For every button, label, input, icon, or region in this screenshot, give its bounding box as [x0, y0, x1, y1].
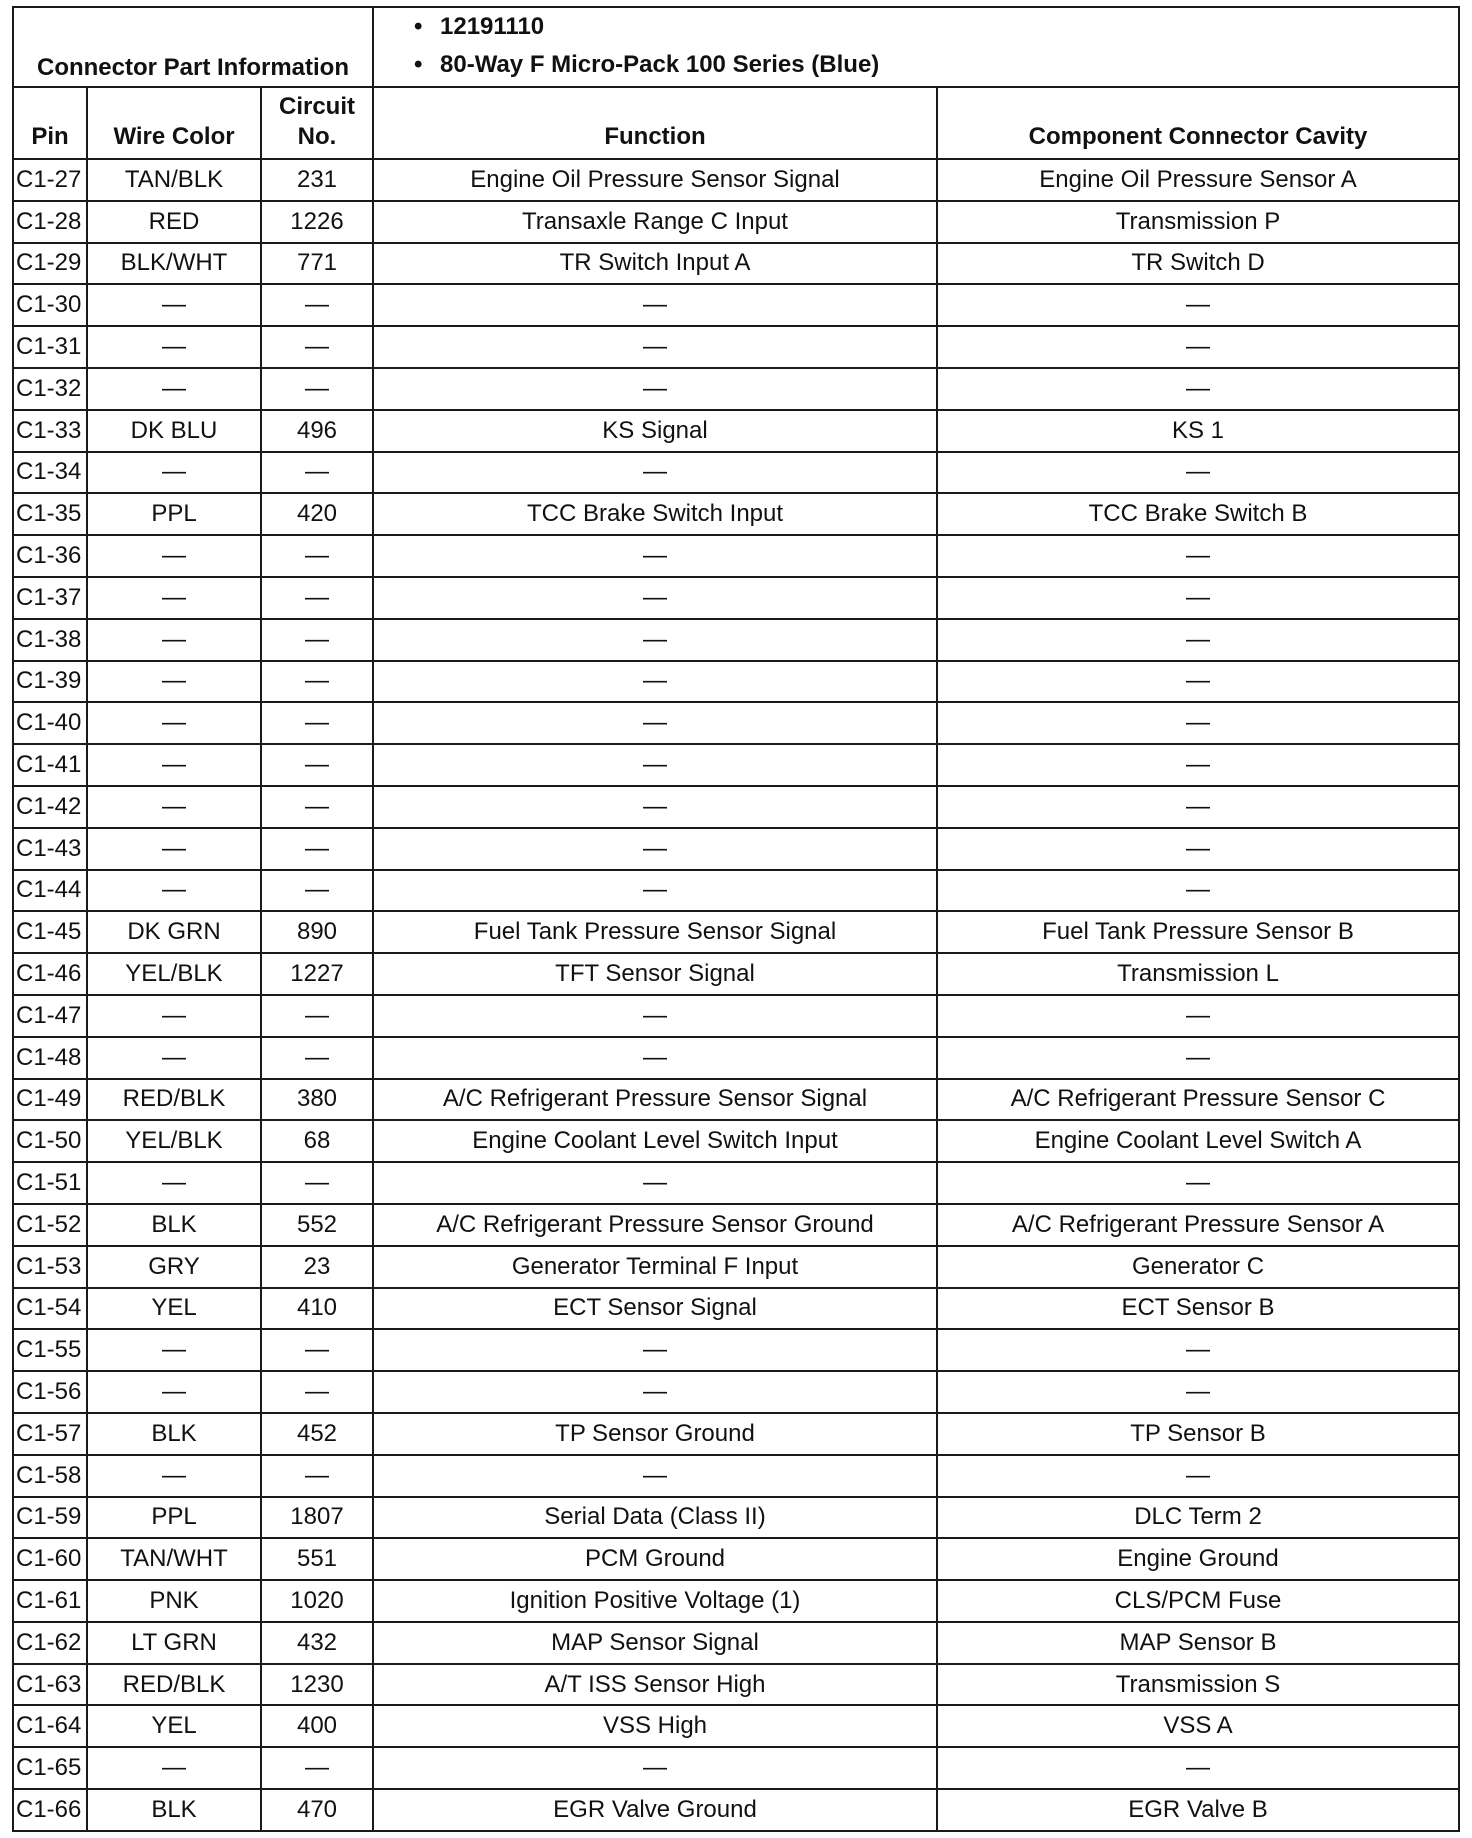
- function-cell: —: [373, 452, 937, 494]
- wire-color-cell: BLK: [87, 1413, 261, 1455]
- pin-cell: C1-64: [13, 1705, 87, 1747]
- function-cell: Engine Coolant Level Switch Input: [373, 1120, 937, 1162]
- function-cell: —: [373, 577, 937, 619]
- circuit-cell: —: [261, 828, 373, 870]
- cavity-cell: —: [937, 828, 1459, 870]
- circuit-cell: —: [261, 577, 373, 619]
- pin-cell: C1-59: [13, 1497, 87, 1539]
- table-row: [13, 744, 1459, 786]
- table-row: [13, 1371, 1459, 1413]
- wire-color-cell: —: [87, 577, 261, 619]
- cavity-cell: TP Sensor B: [937, 1413, 1459, 1455]
- table-row: [13, 661, 1459, 703]
- function-cell: Engine Oil Pressure Sensor Signal: [373, 159, 937, 201]
- cavity-cell: —: [937, 1455, 1459, 1497]
- cavity-cell: VSS A: [937, 1705, 1459, 1747]
- function-cell: —: [373, 326, 937, 368]
- wire-color-cell: —: [87, 452, 261, 494]
- circuit-cell: —: [261, 368, 373, 410]
- pin-cell: C1-29: [13, 243, 87, 285]
- table-row: [13, 1079, 1459, 1121]
- wire-color-cell: TAN/BLK: [87, 159, 261, 201]
- function-cell: —: [373, 1455, 937, 1497]
- wire-color-cell: BLK: [87, 1204, 261, 1246]
- cavity-cell: A/C Refrigerant Pressure Sensor C: [937, 1079, 1459, 1121]
- table-row: [13, 1413, 1459, 1455]
- circuit-cell: 231: [261, 159, 373, 201]
- function-cell: —: [373, 995, 937, 1037]
- pin-cell: C1-38: [13, 619, 87, 661]
- circuit-cell: —: [261, 1162, 373, 1204]
- wire-color-cell: YEL: [87, 1288, 261, 1330]
- table-row: [13, 201, 1459, 243]
- function-cell: PCM Ground: [373, 1538, 937, 1580]
- function-cell: —: [373, 1371, 937, 1413]
- column-header-circuit: [261, 87, 373, 159]
- table-row: [13, 1455, 1459, 1497]
- table-row: [13, 243, 1459, 285]
- function-cell: —: [373, 1162, 937, 1204]
- wire-color-cell: —: [87, 828, 261, 870]
- pin-cell: C1-30: [13, 284, 87, 326]
- wire-color-cell: YEL: [87, 1705, 261, 1747]
- pin-cell: C1-54: [13, 1288, 87, 1330]
- bullet-icon: •: [414, 51, 423, 78]
- cavity-cell: —: [937, 326, 1459, 368]
- cavity-cell: —: [937, 1037, 1459, 1079]
- part-description-line: [414, 46, 1458, 84]
- wire-color-cell: YEL/BLK: [87, 1120, 261, 1162]
- pin-cell: C1-55: [13, 1329, 87, 1371]
- pin-cell: C1-41: [13, 744, 87, 786]
- table-row: [13, 1538, 1459, 1580]
- wire-color-cell: —: [87, 1747, 261, 1789]
- table-row: [13, 1329, 1459, 1371]
- cavity-cell: —: [937, 1747, 1459, 1789]
- pin-cell: C1-46: [13, 953, 87, 995]
- table-row: [13, 452, 1459, 494]
- table-row: [13, 493, 1459, 535]
- table-row: [13, 535, 1459, 577]
- circuit-cell: —: [261, 535, 373, 577]
- circuit-cell: —: [261, 326, 373, 368]
- pin-cell: C1-47: [13, 995, 87, 1037]
- circuit-cell: —: [261, 619, 373, 661]
- table-row: [13, 953, 1459, 995]
- table-row: [13, 1789, 1459, 1831]
- function-cell: A/C Refrigerant Pressure Sensor Ground: [373, 1204, 937, 1246]
- cavity-cell: —: [937, 452, 1459, 494]
- wire-color-cell: PNK: [87, 1580, 261, 1622]
- table-row: [13, 870, 1459, 912]
- function-cell: —: [373, 1037, 937, 1079]
- circuit-cell: —: [261, 1329, 373, 1371]
- function-cell: MAP Sensor Signal: [373, 1622, 937, 1664]
- circuit-header-line1: Circuit: [278, 93, 355, 120]
- pin-cell: C1-42: [13, 786, 87, 828]
- wire-color-cell: PPL: [87, 493, 261, 535]
- cavity-cell: —: [937, 577, 1459, 619]
- circuit-cell: —: [261, 786, 373, 828]
- table-row: [13, 619, 1459, 661]
- pin-cell: C1-53: [13, 1246, 87, 1288]
- pin-cell: C1-27: [13, 159, 87, 201]
- pin-cell: C1-63: [13, 1664, 87, 1706]
- cavity-cell: A/C Refrigerant Pressure Sensor A: [937, 1204, 1459, 1246]
- wire-color-cell: BLK: [87, 1789, 261, 1831]
- pin-cell: C1-31: [13, 326, 87, 368]
- function-cell: —: [373, 870, 937, 912]
- function-cell: —: [373, 284, 937, 326]
- cavity-cell: —: [937, 995, 1459, 1037]
- pin-cell: C1-34: [13, 452, 87, 494]
- table-row: [13, 1622, 1459, 1664]
- circuit-cell: 380: [261, 1079, 373, 1121]
- cavity-cell: Engine Oil Pressure Sensor A: [937, 159, 1459, 201]
- function-cell: Transaxle Range C Input: [373, 201, 937, 243]
- function-cell: —: [373, 786, 937, 828]
- circuit-cell: 1807: [261, 1497, 373, 1539]
- table-row: [13, 1747, 1459, 1789]
- wire-color-cell: —: [87, 744, 261, 786]
- cavity-cell: —: [937, 284, 1459, 326]
- circuit-cell: 470: [261, 1789, 373, 1831]
- wire-color-cell: TAN/WHT: [87, 1538, 261, 1580]
- function-cell: —: [373, 828, 937, 870]
- function-cell: —: [373, 535, 937, 577]
- circuit-cell: 1230: [261, 1664, 373, 1706]
- cavity-cell: —: [937, 870, 1459, 912]
- wire-color-cell: RED: [87, 201, 261, 243]
- table-row: [13, 1120, 1459, 1162]
- wire-color-cell: BLK/WHT: [87, 243, 261, 285]
- pin-cell: C1-49: [13, 1079, 87, 1121]
- function-cell: ECT Sensor Signal: [373, 1288, 937, 1330]
- circuit-cell: 551: [261, 1538, 373, 1580]
- table-row: [13, 1288, 1459, 1330]
- circuit-cell: 1020: [261, 1580, 373, 1622]
- wire-color-cell: —: [87, 1371, 261, 1413]
- circuit-cell: —: [261, 1037, 373, 1079]
- column-header-pin: Pin: [13, 87, 87, 159]
- pin-rows: [13, 159, 1459, 1831]
- pin-cell: C1-43: [13, 828, 87, 870]
- wire-color-cell: —: [87, 786, 261, 828]
- circuit-cell: 410: [261, 1288, 373, 1330]
- cavity-cell: DLC Term 2: [937, 1497, 1459, 1539]
- circuit-cell: 890: [261, 911, 373, 953]
- table-row: [13, 1497, 1459, 1539]
- pin-cell: C1-39: [13, 661, 87, 703]
- circuit-cell: 68: [261, 1120, 373, 1162]
- function-cell: —: [373, 744, 937, 786]
- cavity-cell: CLS/PCM Fuse: [937, 1580, 1459, 1622]
- pin-cell: C1-40: [13, 702, 87, 744]
- function-cell: Ignition Positive Voltage (1): [373, 1580, 937, 1622]
- pin-cell: C1-60: [13, 1538, 87, 1580]
- table-row: [13, 326, 1459, 368]
- function-cell: —: [373, 702, 937, 744]
- column-header-wire-color: Wire Color: [87, 87, 261, 159]
- circuit-cell: 420: [261, 493, 373, 535]
- wire-color-cell: YEL/BLK: [87, 953, 261, 995]
- wire-color-cell: —: [87, 326, 261, 368]
- circuit-cell: 1226: [261, 201, 373, 243]
- circuit-cell: 452: [261, 1413, 373, 1455]
- circuit-cell: —: [261, 744, 373, 786]
- circuit-cell: —: [261, 284, 373, 326]
- wire-color-cell: LT GRN: [87, 1622, 261, 1664]
- table-row: [13, 1037, 1459, 1079]
- function-cell: A/T ISS Sensor High: [373, 1664, 937, 1706]
- wire-color-cell: —: [87, 368, 261, 410]
- cavity-cell: TCC Brake Switch B: [937, 493, 1459, 535]
- cavity-cell: —: [937, 1371, 1459, 1413]
- cavity-cell: TR Switch D: [937, 243, 1459, 285]
- column-header-cavity: Component Connector Cavity: [937, 87, 1459, 159]
- cavity-cell: —: [937, 786, 1459, 828]
- cavity-cell: —: [937, 535, 1459, 577]
- wire-color-cell: RED/BLK: [87, 1664, 261, 1706]
- function-cell: TP Sensor Ground: [373, 1413, 937, 1455]
- function-cell: Generator Terminal F Input: [373, 1246, 937, 1288]
- connector-info-row: [13, 7, 1459, 87]
- pin-cell: C1-57: [13, 1413, 87, 1455]
- function-cell: TCC Brake Switch Input: [373, 493, 937, 535]
- pin-cell: C1-35: [13, 493, 87, 535]
- circuit-cell: —: [261, 452, 373, 494]
- pin-cell: C1-45: [13, 911, 87, 953]
- table-row: [13, 159, 1459, 201]
- cavity-cell: Engine Coolant Level Switch A: [937, 1120, 1459, 1162]
- table-row: [13, 702, 1459, 744]
- function-cell: —: [373, 368, 937, 410]
- table-row: [13, 284, 1459, 326]
- circuit-cell: 23: [261, 1246, 373, 1288]
- bullet-icon: •: [414, 13, 423, 40]
- column-header-function: Function: [373, 87, 937, 159]
- table-row: [13, 1580, 1459, 1622]
- function-cell: EGR Valve Ground: [373, 1789, 937, 1831]
- function-cell: Serial Data (Class II): [373, 1497, 937, 1539]
- table-row: [13, 1705, 1459, 1747]
- table-row: [13, 786, 1459, 828]
- function-cell: TFT Sensor Signal: [373, 953, 937, 995]
- wire-color-cell: —: [87, 1455, 261, 1497]
- circuit-cell: 400: [261, 1705, 373, 1747]
- pin-cell: C1-36: [13, 535, 87, 577]
- circuit-cell: —: [261, 702, 373, 744]
- circuit-cell: —: [261, 1455, 373, 1497]
- circuit-cell: 432: [261, 1622, 373, 1664]
- table-row: [13, 1204, 1459, 1246]
- table-row: [13, 1162, 1459, 1204]
- pin-cell: C1-28: [13, 201, 87, 243]
- wire-color-cell: —: [87, 535, 261, 577]
- circuit-cell: —: [261, 1747, 373, 1789]
- connector-part-info-label: Connector Part Information: [13, 7, 373, 87]
- cavity-cell: Transmission S: [937, 1664, 1459, 1706]
- cavity-cell: Generator C: [937, 1246, 1459, 1288]
- wire-color-cell: PPL: [87, 1497, 261, 1539]
- cavity-cell: KS 1: [937, 410, 1459, 452]
- cavity-cell: —: [937, 661, 1459, 703]
- cavity-cell: Fuel Tank Pressure Sensor B: [937, 911, 1459, 953]
- wire-color-cell: —: [87, 1162, 261, 1204]
- function-cell: —: [373, 619, 937, 661]
- pin-cell: C1-58: [13, 1455, 87, 1497]
- cavity-cell: —: [937, 702, 1459, 744]
- cavity-cell: —: [937, 744, 1459, 786]
- table-row: [13, 410, 1459, 452]
- function-cell: KS Signal: [373, 410, 937, 452]
- wire-color-cell: —: [87, 870, 261, 912]
- wire-color-cell: —: [87, 995, 261, 1037]
- connector-part-details: [373, 7, 1459, 87]
- function-cell: —: [373, 661, 937, 703]
- pin-cell: C1-51: [13, 1162, 87, 1204]
- wire-color-cell: —: [87, 619, 261, 661]
- circuit-cell: 771: [261, 243, 373, 285]
- wire-color-cell: GRY: [87, 1246, 261, 1288]
- pin-cell: C1-44: [13, 870, 87, 912]
- cavity-cell: MAP Sensor B: [937, 1622, 1459, 1664]
- wire-color-cell: DK BLU: [87, 410, 261, 452]
- wire-color-cell: —: [87, 1037, 261, 1079]
- cavity-cell: EGR Valve B: [937, 1789, 1459, 1831]
- circuit-cell: 552: [261, 1204, 373, 1246]
- part-number-line: [414, 8, 1458, 46]
- pin-cell: C1-62: [13, 1622, 87, 1664]
- pin-cell: C1-37: [13, 577, 87, 619]
- column-header-row: [13, 87, 1459, 159]
- pin-cell: C1-33: [13, 410, 87, 452]
- pin-cell: C1-48: [13, 1037, 87, 1079]
- function-cell: A/C Refrigerant Pressure Sensor Signal: [373, 1079, 937, 1121]
- cavity-cell: Transmission P: [937, 201, 1459, 243]
- wire-color-cell: RED/BLK: [87, 1079, 261, 1121]
- circuit-cell: —: [261, 870, 373, 912]
- cavity-cell: Engine Ground: [937, 1538, 1459, 1580]
- part-description: 80-Way F Micro-Pack 100 Series (Blue): [440, 51, 880, 78]
- wire-color-cell: —: [87, 661, 261, 703]
- circuit-cell: 496: [261, 410, 373, 452]
- cavity-cell: —: [937, 619, 1459, 661]
- function-cell: TR Switch Input A: [373, 243, 937, 285]
- table-row: [13, 577, 1459, 619]
- pin-cell: C1-66: [13, 1789, 87, 1831]
- wire-color-cell: —: [87, 284, 261, 326]
- circuit-cell: —: [261, 661, 373, 703]
- table-row: [13, 995, 1459, 1037]
- function-cell: VSS High: [373, 1705, 937, 1747]
- pin-cell: C1-56: [13, 1371, 87, 1413]
- function-cell: —: [373, 1329, 937, 1371]
- cavity-cell: —: [937, 1162, 1459, 1204]
- table-row: [13, 828, 1459, 870]
- function-cell: —: [373, 1747, 937, 1789]
- circuit-header-line2: No.: [297, 123, 337, 150]
- circuit-cell: —: [261, 1371, 373, 1413]
- pin-cell: C1-50: [13, 1120, 87, 1162]
- wire-color-cell: —: [87, 702, 261, 744]
- pin-cell: C1-32: [13, 368, 87, 410]
- circuit-cell: —: [261, 995, 373, 1037]
- table-row: [13, 368, 1459, 410]
- table-row: [13, 1246, 1459, 1288]
- wire-color-cell: DK GRN: [87, 911, 261, 953]
- part-number: 12191110: [440, 13, 545, 40]
- pin-cell: C1-52: [13, 1204, 87, 1246]
- function-cell: Fuel Tank Pressure Sensor Signal: [373, 911, 937, 953]
- cavity-cell: Transmission L: [937, 953, 1459, 995]
- cavity-cell: —: [937, 368, 1459, 410]
- pin-cell: C1-61: [13, 1580, 87, 1622]
- wire-color-cell: —: [87, 1329, 261, 1371]
- table-row: [13, 1664, 1459, 1706]
- pin-cell: C1-65: [13, 1747, 87, 1789]
- cavity-cell: —: [937, 1329, 1459, 1371]
- circuit-cell: 1227: [261, 953, 373, 995]
- connector-pinout-table: [12, 6, 1460, 1832]
- table-row: [13, 911, 1459, 953]
- cavity-cell: ECT Sensor B: [937, 1288, 1459, 1330]
